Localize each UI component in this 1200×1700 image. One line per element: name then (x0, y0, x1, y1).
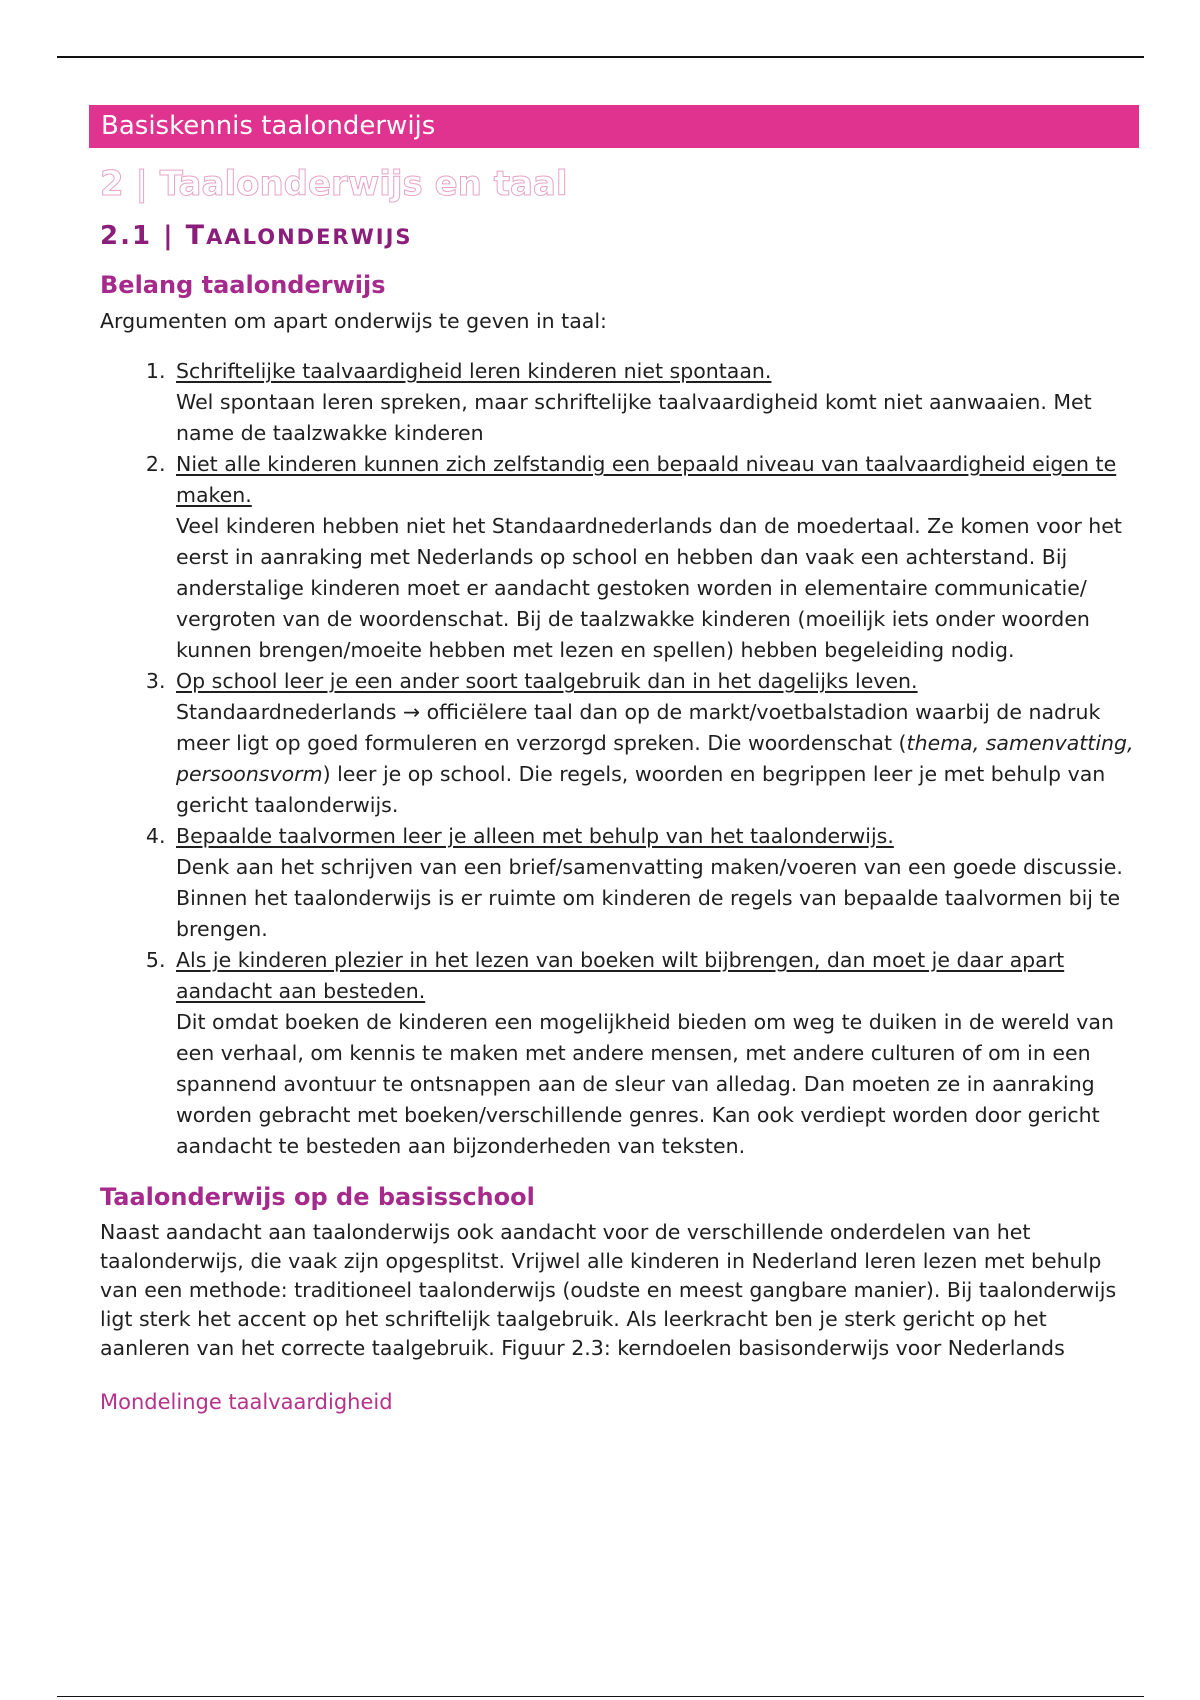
list-item (172, 945, 1140, 1162)
item-body-continued: vergroten van de woordenschat. Bij de taalzwakke kinderen (moeilijk iets onder woorden kunnen brengen/moeite hebben met lezen en spellen) hebben begeleiding nodig. (176, 607, 1090, 662)
item-title: Schriftelijke taalvaardigheid leren kinderen niet spontaan. (176, 359, 772, 383)
argument-list (100, 356, 1140, 1162)
basisschool-body: Naast aandacht aan taalonderwijs ook aandacht voor de verschillende onderdelen van het taalonderwijs, die vaak zijn opgesplitst. Vrijwel alle kinderen in Nederland leren lezen met behulp van een methode: traditioneel taalonderwijs (oudste en meest gangbare manier). Bij taalonderwijs ligt sterk het accent op het schriftelijk taalgebruik. Als leerkracht ben je sterk gericht op het aanleren van het correcte taalgebruik. Figuur 2.3: kerndoelen basisonderwijs voor Nederlands (100, 1220, 1117, 1360)
section-title (100, 214, 1140, 258)
list-item (172, 821, 1140, 945)
banner-title: Basiskennis taalonderwijs (101, 111, 436, 141)
chapter-title: 2 | Taalonderwijs en taal (100, 164, 568, 204)
top-rule (57, 56, 1144, 58)
bottom-rule (57, 1696, 1144, 1697)
item-body-italic: thema, samenvatting, persoonsvorm (176, 731, 1134, 786)
item-body: Wel spontaan leren spreken, maar schriftelijke taalvaardigheid komt niet aanwaaien. Met name de taalzwakke kinderen (176, 390, 1092, 445)
belang-intro: Argumenten om apart onderwijs te geven in taal: (100, 309, 607, 333)
item-body: Denk aan het schrijven van een brief/samenvatting maken/voeren van een goede discussie. Binnen het taalonderwijs is er ruimte om kinderen de regels van bepaalde taalvormen bij te brengen. (176, 855, 1123, 941)
item-title: Bepaalde taalvormen leer je alleen met behulp van het taalonderwijs. (176, 824, 894, 848)
item-title: Op school leer je een ander soort taalgebruik dan in het dagelijks leven. (176, 669, 918, 693)
document-body (100, 160, 1140, 1417)
list-item (172, 666, 1140, 821)
mondeling-heading: Mondelinge taalvaardigheid (100, 1390, 393, 1414)
belang-heading: Belang taalonderwijs (100, 271, 386, 299)
list-item (172, 449, 1140, 666)
document-banner (89, 105, 1139, 148)
item-body: Veel kinderen hebben niet het Standaardnederlands dan de moedertaal. Ze komen voor het eerst in aanraking met Nederlands op school en hebben dan vaak een achterstand. Bij anderstalige kinderen moet er aandacht gestoken worden in elementaire communicatie/ (176, 514, 1122, 600)
list-item (172, 356, 1140, 449)
basisschool-heading: Taalonderwijs op de basisschool (100, 1183, 535, 1211)
item-body: Standaardnederlands → officiëlere taal dan op de markt/voetbalstadion waarbij de nadruk meer ligt op goed formuleren en verzorgd spreken. Die woordenschat (thema, samenvatting, persoonsvorm) leer je op school. Die regels, woorden en begrippen leer je met behulp van gericht taalonderwijs. (176, 700, 1134, 817)
item-body: Dit omdat boeken de kinderen een mogelijkheid bieden om weg te duiken in de wereld van een verhaal, om kennis te maken met andere mensen, met andere culturen of om in een spannend avontuur te ontsnappen aan de sleur van alledag. Dan moeten ze in aanraking worden gebracht met boeken/verschillende genres. Kan ook verdiept worden door gericht aandacht te besteden aan bijzonderheden van teksten. (176, 1010, 1114, 1158)
section-first-letter: T (185, 220, 207, 251)
item-title: Niet alle kinderen kunnen zich zelfstandig een bepaald niveau van taalvaardigheid eigen te maken. (176, 452, 1117, 507)
section-number: 2.1 | (100, 221, 186, 251)
item-title: Als je kinderen plezier in het lezen van boeken wilt bijbrengen, dan moet je daar apart aandacht aan besteden. (176, 948, 1065, 1003)
section-rest: AALONDERWIJS (206, 225, 413, 249)
